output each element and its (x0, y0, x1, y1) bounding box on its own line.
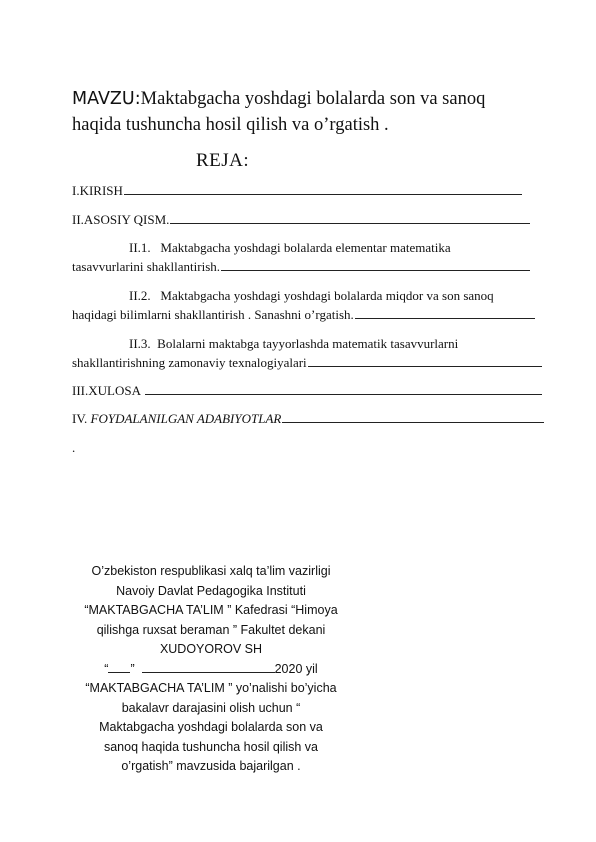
title-page-block (76, 562, 346, 777)
plan-conclusion-row (72, 383, 542, 399)
plan-item-3-line-1 (129, 336, 458, 352)
fill-line (355, 307, 535, 319)
year-text: 2020 yil (274, 661, 318, 676)
plan-main: II.ASOSIY QISM. (72, 212, 170, 227)
plan-conclusion: III.XULOSA (72, 383, 141, 398)
plan-item-3-number: II.3. (129, 336, 151, 351)
approval-line: qilishga ruxsat beraman ” Fakultet dekani (96, 622, 326, 637)
title-line-2: haqida tushuncha hosil qilish va o’rgatish . (72, 115, 389, 135)
fill-line (124, 183, 522, 195)
plan-heading: REJA: (196, 150, 250, 171)
fill-line (145, 383, 542, 395)
degree-line: bakalavr darajasini olish uchun “ (121, 700, 301, 715)
plan-item-3-text-1: Bolalarni maktabga tayyorlashda matematik tasavvurlarni (157, 336, 459, 351)
plan-references: FOYDALANILGAN ADABIYOTLAR (90, 411, 282, 426)
plan-item-1-line-1 (129, 240, 451, 256)
plan-item-2-text-1: Maktabgacha yoshdagi yoshdagi bolalarda miqdor va son sanoq (160, 288, 494, 303)
plan-intro: I.KIRISH (72, 183, 123, 198)
topic-line-3: o’rgatish” mavzusida bajarilgan . (121, 759, 301, 773)
plan-item-1-text-1: Maktabgacha yoshdagi bolalarda elementar matematika (160, 240, 451, 255)
fill-line (221, 259, 530, 271)
plan-item-2-line-2 (72, 307, 535, 323)
plan-item-2-number: II.2. (129, 288, 151, 303)
fill-line (170, 212, 530, 224)
institute-line: Navoiy Davlat Pedagogika Instituti (116, 583, 306, 598)
plan-main-row (72, 212, 530, 228)
fill-line (308, 355, 542, 367)
date-line (76, 660, 346, 680)
department-line: “MAKTABGACHA TA’LIM ” Kafedrasi “Himoya (84, 603, 338, 617)
topic-line-1: Maktabgacha yoshdagi bolalarda son va (99, 720, 323, 734)
document-title (72, 86, 542, 138)
plan-item-1-line-2 (72, 259, 530, 275)
topic-line-2: sanoq haqida tushuncha hosil qilish va (103, 739, 319, 754)
day-blank (108, 660, 130, 673)
month-blank (142, 660, 275, 673)
dean-name: XUDOYOROV SH (159, 642, 263, 656)
stray-dot: . (72, 440, 76, 455)
title-prefix: MAVZU: (72, 89, 141, 109)
title-line-1: Maktabgacha yoshdagi bolalarda son va sanoq (140, 89, 486, 109)
date-quote-close: ” (130, 661, 135, 676)
plan-item-3-text-2: shakllantirishning zamonaviy texnalogiyalari (72, 355, 307, 370)
plan-references-number: IV. (72, 411, 88, 426)
plan-item-1-text-2: tasavvurlarini shakllantirish. (72, 259, 221, 274)
plan-item-2-text-2: haqidagi bilimlarni shakllantirish . Sanashni o’rgatish. (72, 307, 354, 322)
program-line: “MAKTABGACHA TA’LIM ” yo’nalishi bo’yicha (85, 681, 337, 695)
plan-item-1-number: II.1. (129, 240, 151, 255)
plan-item-2-line-1 (129, 288, 494, 304)
plan-item-3-line-2 (72, 355, 542, 371)
fill-line (282, 411, 544, 423)
date-quote-open: “ (104, 661, 109, 676)
ministry-line: O’zbekiston respublikasi xalq ta’lim vazirligi (91, 564, 331, 578)
plan-references-row (72, 411, 544, 427)
plan-intro-row (72, 183, 522, 199)
